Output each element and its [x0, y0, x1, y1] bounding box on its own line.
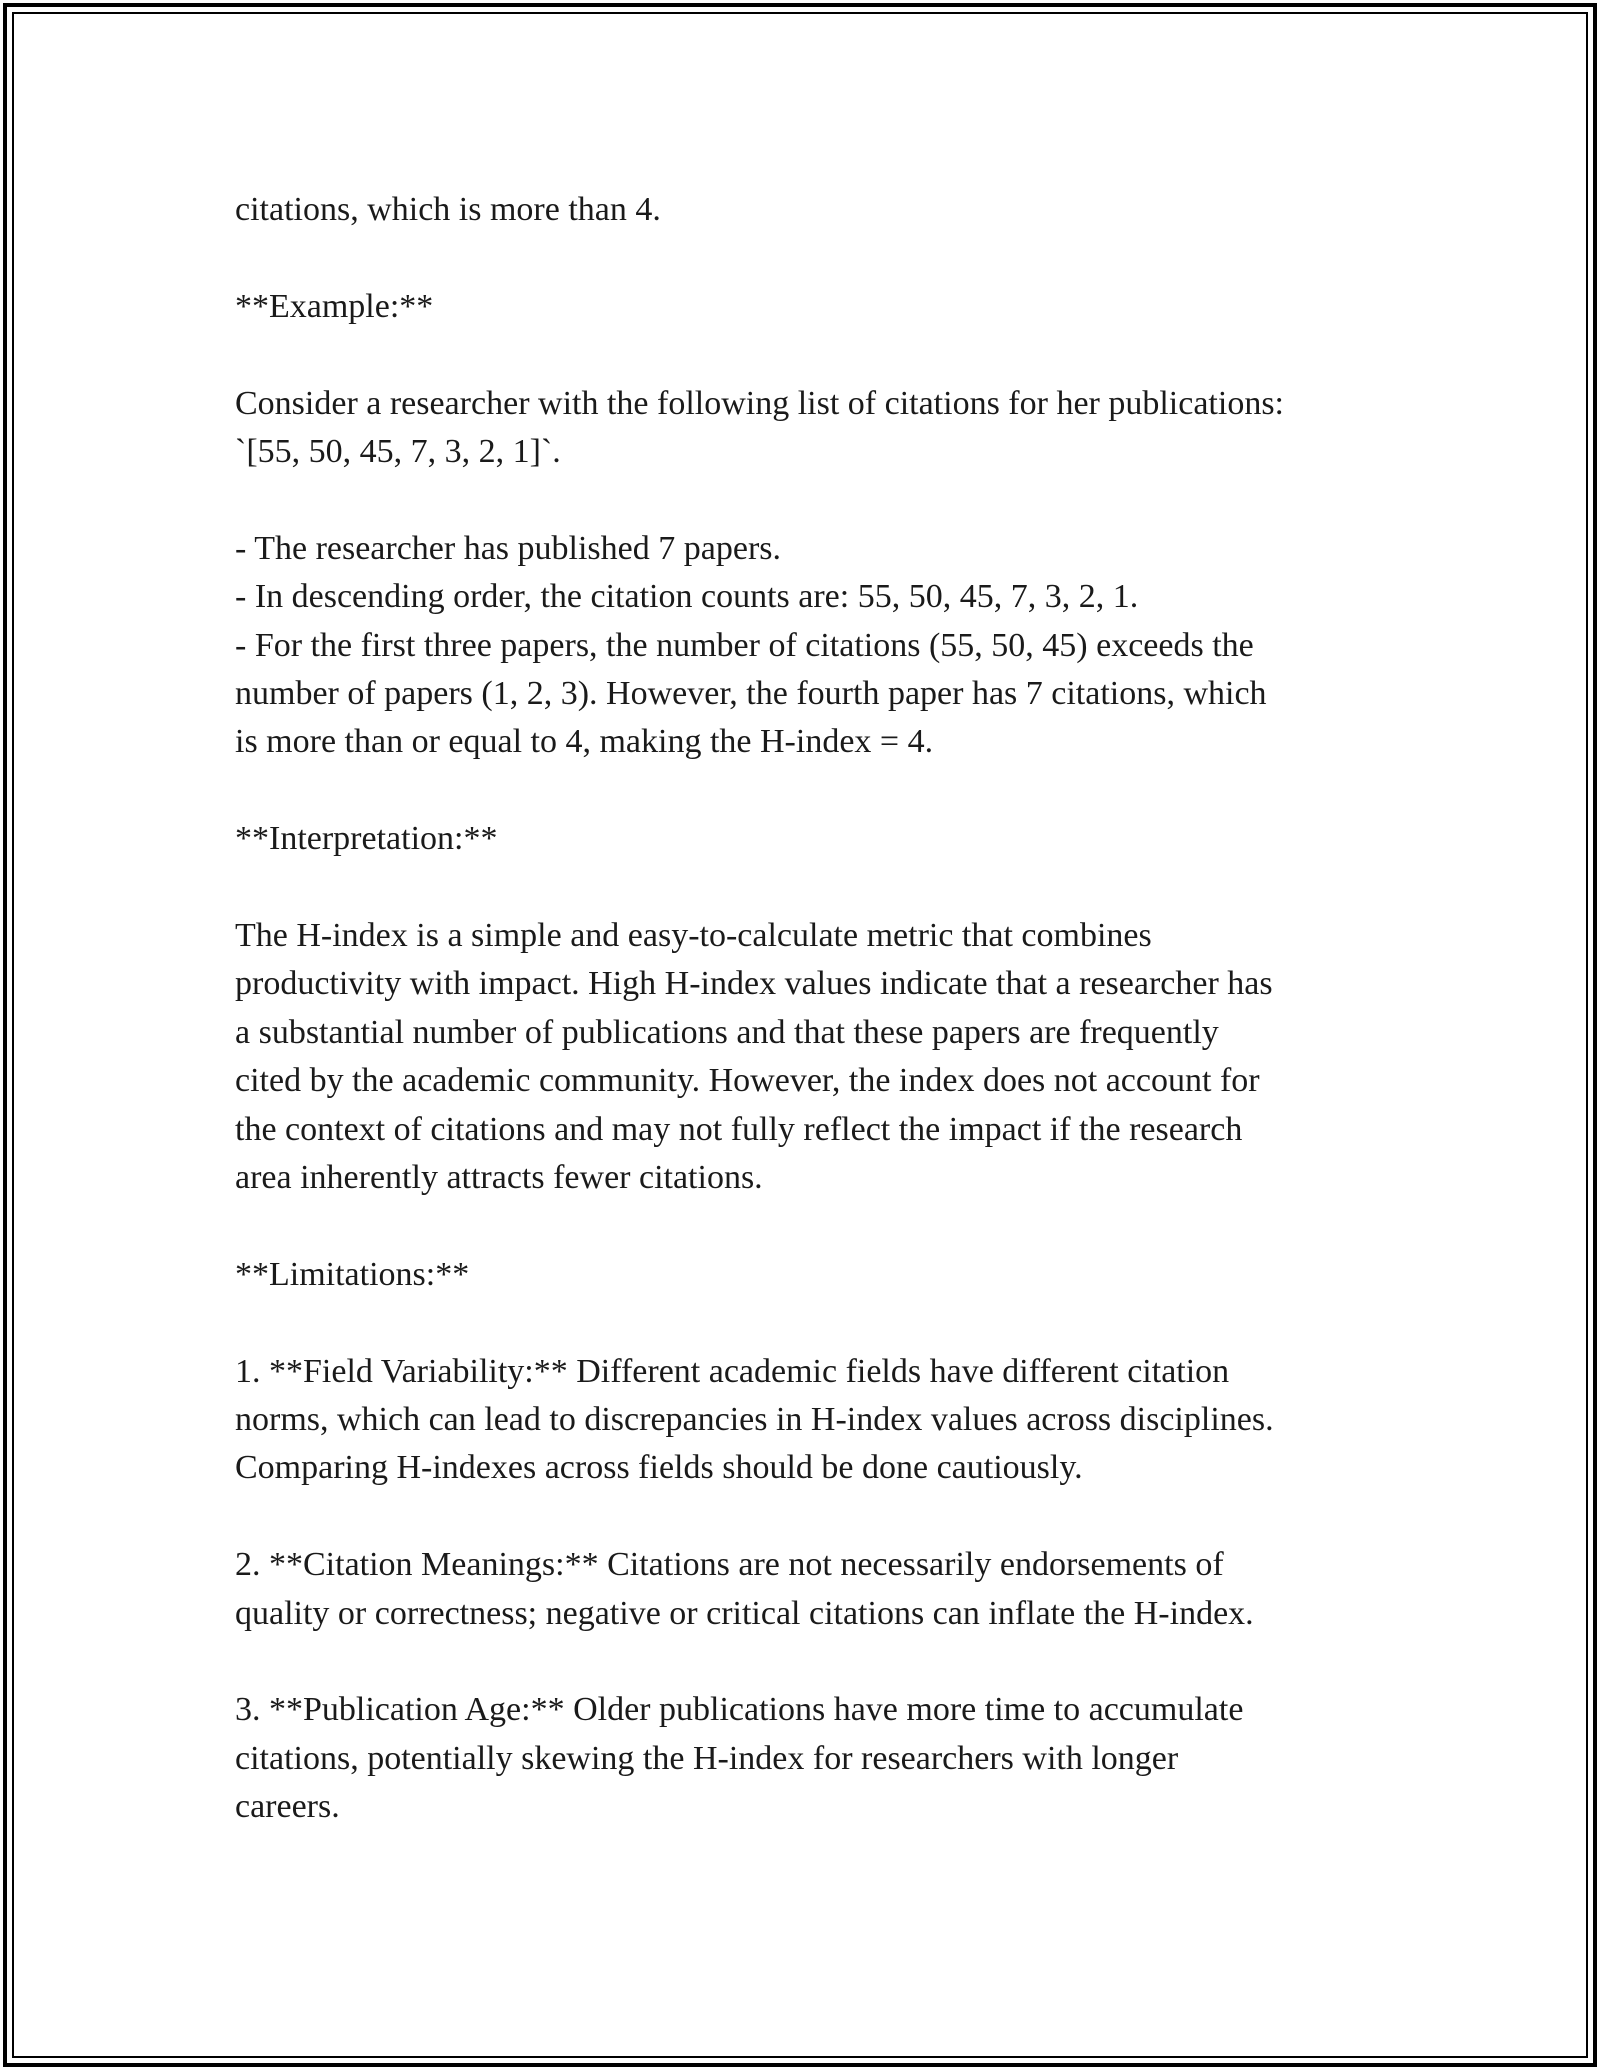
paragraph-example-intro: Consider a researcher with the following list of citations for her publications: `[55, 50, 45, 7, 3, 2, 1]`. [235, 384, 1285, 470]
heading-limitations: **Limitations:** [235, 1255, 470, 1293]
paragraph-continuation: citations, which is more than 4. [235, 191, 661, 228]
limitation-field-variability: 1. **Field Variability:** Different academic fields have different citation norms, which can lead to discrepancies in H-index values across disciplines. Comparing H-indexes across fields should be done cautiously. [235, 1352, 1274, 1487]
limitation-publication-age: 3. **Publication Age:** Older publications have more time to accumulate citations, potentially skewing the H-index for researchers with longer careers. [235, 1691, 1244, 1826]
heading-example: **Example:** [235, 287, 434, 325]
list-example-steps: - The researcher has published 7 papers. - In descending order, the citation counts are: 55, 50, 45, 7, 3, 2, 1. - For the first three papers, the number of citations (55, 50, 45) exceeds the number of papers (1, 2, 3). However, the fourth paper has 7 citations, which is more than or equal to 4, making the H-index = 4. [235, 529, 1267, 761]
heading-interpretation: **Interpretation:** [235, 820, 498, 858]
paragraph-interpretation: The H-index is a simple and easy-to-calculate metric that combines productivity with impact. High H-index values indicate that a researcher has a substantial number of publications and that these papers are frequently cited by the academic community. However, the index does not account for the context of citations and may not fully reflect the impact if the research area inherently attracts fewer citations. [235, 917, 1273, 1197]
document-body [235, 186, 1375, 1832]
limitation-citation-meanings: 2. **Citation Meanings:** Citations are not necessarily endorsements of quality or correctness; negative or critical citations can inflate the H-index. [235, 1546, 1254, 1632]
